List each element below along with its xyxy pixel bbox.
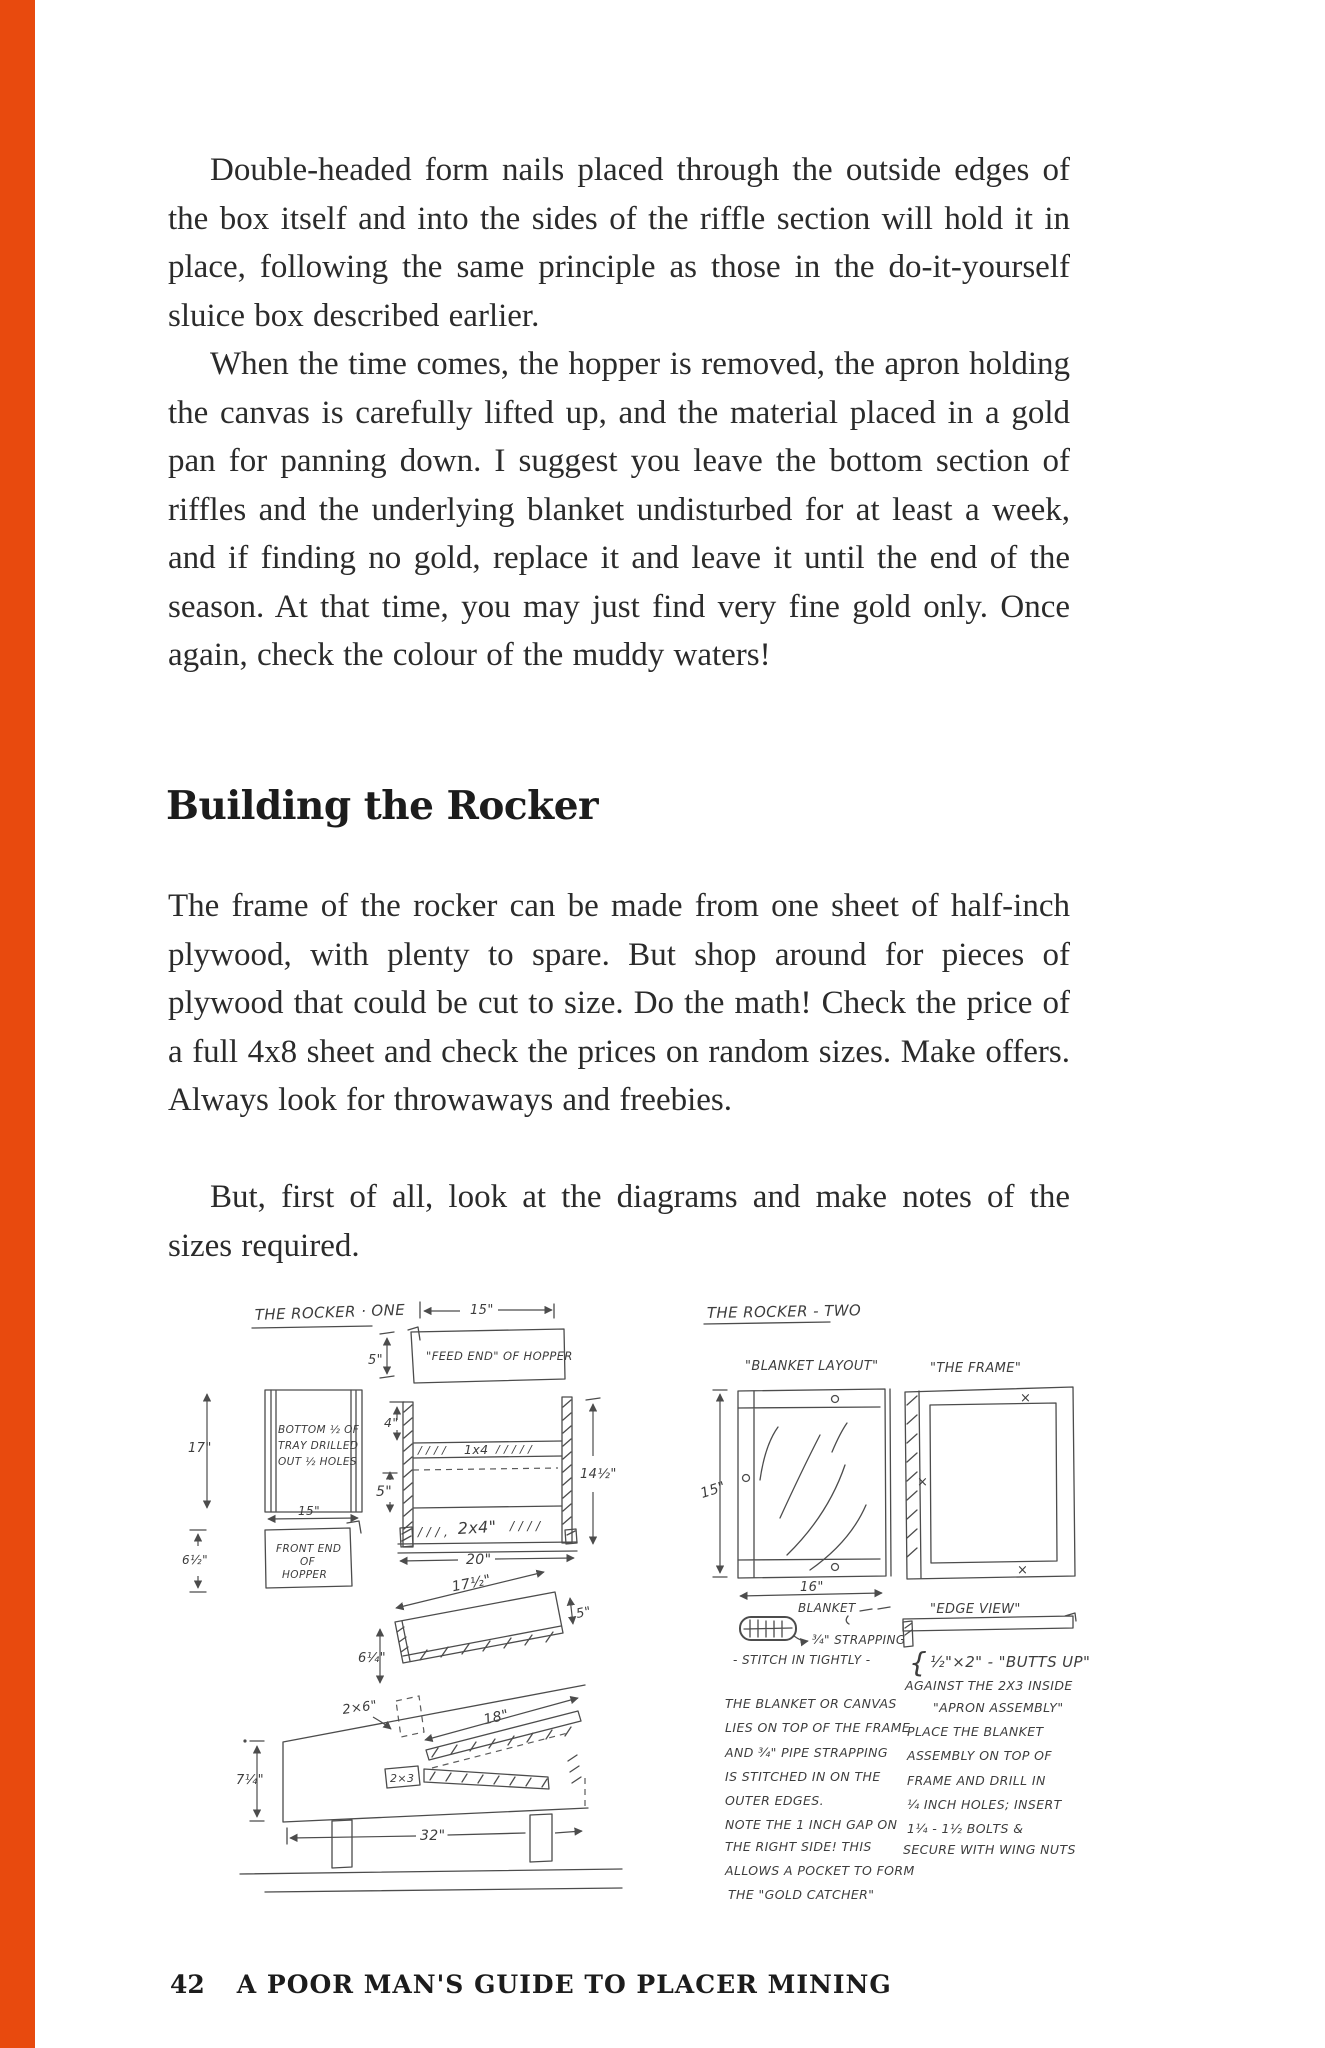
note-line: LIES ON TOP OF THE FRAME <box>725 1720 911 1735</box>
dim-label: 17½" <box>450 1572 493 1596</box>
dim-label: 15" <box>470 1303 494 1318</box>
sketch-label: "BLANKET LAYOUT" <box>745 1359 879 1374</box>
dim-label: 14½" <box>580 1467 617 1482</box>
note-line: 1¼ - 1½ BOLTS & <box>907 1821 1024 1836</box>
sketch-label: "EDGE VIEW" <box>930 1602 1021 1617</box>
sketch-label: 2×6" <box>341 1698 379 1718</box>
dim-label: 5" <box>574 1604 593 1622</box>
note-line: FRAME AND DRILL IN <box>907 1773 1046 1788</box>
paragraph: But, first of all, look at the diagrams and make notes of the sizes required. <box>168 1179 1070 1264</box>
note-line: IS STITCHED IN ON THE <box>725 1769 881 1784</box>
page-footer <box>170 1970 892 1999</box>
sketch-label: AGAINST THE 2X3 INSIDE <box>905 1678 1073 1693</box>
note-line: OUTER EDGES. <box>725 1793 824 1808</box>
dim-label: 16" <box>800 1580 824 1595</box>
rocker-sketch-diagram <box>180 1280 1095 1940</box>
dim-label: 15" <box>298 1504 320 1518</box>
page-number: 42 <box>170 1970 205 1999</box>
paragraph: Double-headed form nails placed through the outside edges of the box itself and into the sides of the riffle section will hold it in place, following the same principle as those in the do-it-yourself sluice box described earlier. <box>168 152 1070 334</box>
dim-label: 7¼" <box>236 1773 265 1788</box>
dim-label: 32" <box>420 1828 446 1844</box>
running-title: A POOR MAN'S GUIDE TO PLACER MINING <box>236 1970 892 1999</box>
sketch-label: 1x4 <box>464 1442 489 1457</box>
spine-accent-stripe <box>0 0 35 2048</box>
note-line: NOTE THE 1 INCH GAP ON <box>725 1817 898 1832</box>
dim-label: 4" <box>384 1415 399 1430</box>
sketch-title: THE ROCKER - TWO <box>706 1301 862 1322</box>
sketch-rocker-one <box>182 1301 622 1892</box>
sketch-label: 2×3 <box>390 1772 415 1785</box>
sketch-label: ½"×2" - "BUTTS UP" <box>930 1653 1091 1671</box>
sketch-note-line: BOTTOM ½ OF <box>278 1424 360 1436</box>
sketch-note-line: FRONT END <box>276 1543 342 1555</box>
sketch-label: 2x4" <box>457 1516 497 1538</box>
sketch-hatch: / / / / / <box>496 1443 533 1456</box>
dim-label: 15" <box>698 1478 728 1502</box>
section-heading: Building the Rocker <box>166 783 599 829</box>
x-mark: × <box>1017 1563 1029 1578</box>
dim-label: 6½" <box>182 1553 208 1567</box>
dim-label: 5" <box>368 1353 384 1368</box>
paragraph: The frame of the rocker can be made from one sheet of half-inch plywood, with plenty to spare. But shop around for pieces of plywood that could be cut to size. Do the math! Check the price of a full 4x8 sheet and check the prices on random sizes. Make offers. Always look for throwaways and freebies. <box>168 888 1070 1118</box>
dim-label: 18" <box>482 1707 511 1729</box>
sketch-rocker-two <box>699 1301 1091 1902</box>
dim-label: 20" <box>466 1552 492 1568</box>
note-line: AND ¾" PIPE STRAPPING <box>725 1745 888 1760</box>
sketch-note-line: OUT ½ HOLES <box>278 1456 357 1468</box>
note-line: "APRON ASSEMBLY" <box>933 1700 1064 1715</box>
sketch-hatch: / / / / <box>418 1444 447 1457</box>
sketch-label: ¾" STRAPPING <box>812 1633 906 1647</box>
note-line: PLACE THE BLANKET <box>907 1724 1044 1739</box>
sketch-title: THE ROCKER · ONE <box>254 1300 406 1324</box>
dim-label: 17" <box>188 1441 212 1456</box>
note-line: THE "GOLD CATCHER" <box>728 1887 875 1902</box>
sketch-label: BLANKET <box>798 1601 856 1615</box>
dim-label: 6¼" <box>358 1651 387 1666</box>
sketch-label: "FEED END" OF HOPPER <box>426 1349 573 1363</box>
sketch-note-line: OF <box>300 1556 316 1568</box>
x-mark: × <box>917 1475 929 1490</box>
sketch-note-line: TRAY DRILLED <box>278 1440 359 1452</box>
note-line: THE RIGHT SIDE! THIS <box>725 1839 872 1854</box>
brace-mark: { <box>909 1646 928 1679</box>
note-line: THE BLANKET OR CANVAS <box>725 1696 897 1711</box>
x-mark: × <box>1020 1391 1032 1406</box>
sketch-label: - STITCH IN TIGHTLY - <box>733 1653 871 1667</box>
note-line: ALLOWS A POCKET TO FORM <box>725 1863 915 1878</box>
paragraph: When the time comes, the hopper is removed, the apron holding the canvas is carefully lifted up, and the material placed in a gold pan for panning down. I suggest you leave the bottom section of riffles and the underlying blanket undisturbed for at least a week, and if finding no gold, replace it and leave it until the end of the season. At that time, you may just find very fine gold only. Once again, check the colour of the muddy waters! <box>168 346 1070 673</box>
sketch-label: "THE FRAME" <box>930 1361 1022 1376</box>
sketch-hatch: / / / , <box>418 1525 449 1539</box>
sketch-note-line: HOPPER <box>282 1569 328 1581</box>
dim-label: 5" <box>376 1484 393 1500</box>
note-line: ASSEMBLY ON TOP OF <box>907 1748 1052 1763</box>
sketch-hatch: / / / / <box>510 1519 541 1533</box>
note-line: ¼ INCH HOLES; INSERT <box>907 1797 1062 1812</box>
note-line: SECURE WITH WING NUTS <box>903 1842 1076 1857</box>
